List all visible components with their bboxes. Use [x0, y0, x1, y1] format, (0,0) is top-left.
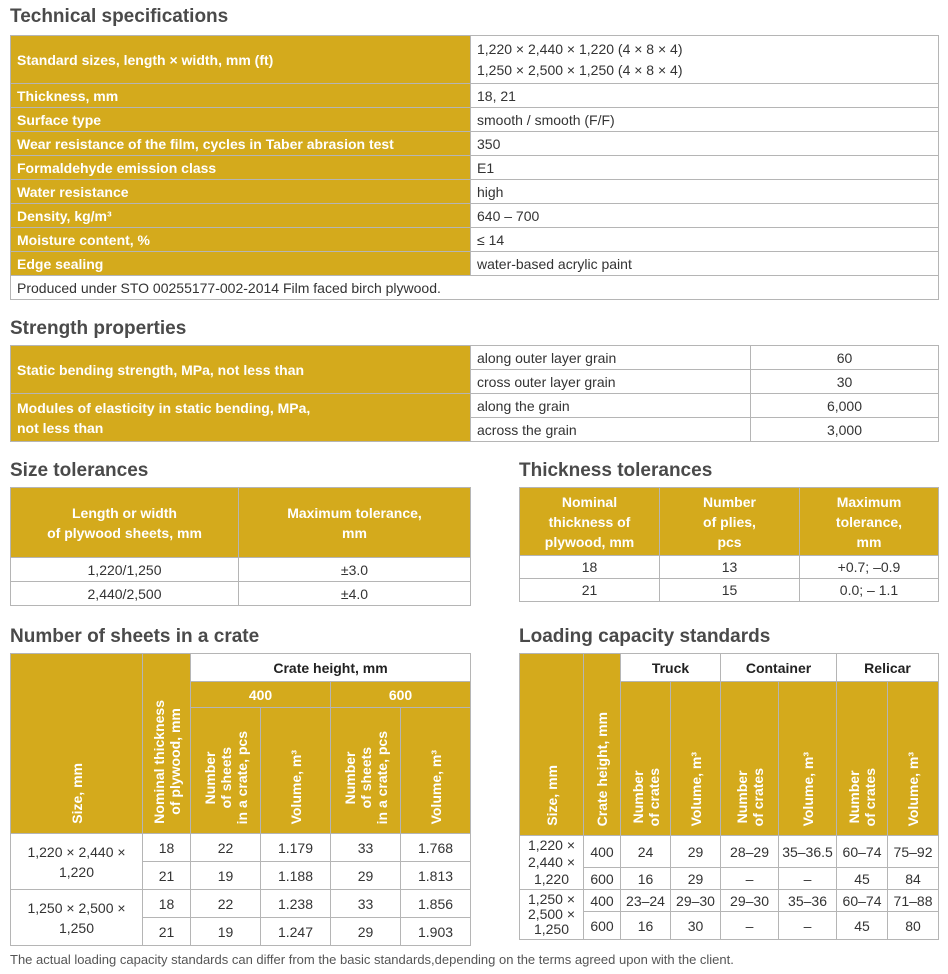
container-header: Container — [721, 654, 837, 682]
sheets-vol-header — [401, 708, 471, 834]
spec-label: Standard sizes, length × width, mm (ft) — [11, 36, 471, 84]
sheets-cell: 33 — [331, 834, 401, 862]
loading-cell: 400 — [584, 836, 621, 868]
spec-value: ≤ 14 — [471, 228, 939, 252]
loading-num-label: Number of crates — [846, 767, 879, 826]
spec-label: Moisture content, % — [11, 228, 471, 252]
loading-size-label: Size, mm — [543, 765, 560, 826]
sheets-cell: 1.188 — [261, 862, 331, 890]
loading-capacity-table — [519, 653, 939, 940]
strength-value: 6,000 — [751, 394, 939, 418]
loading-vol-header — [779, 682, 837, 836]
truck-header: Truck — [621, 654, 721, 682]
strength-sub: along outer layer grain — [471, 346, 751, 370]
heading-loading-capacity: Loading capacity standards — [519, 626, 771, 647]
sheets-cell: 1.247 — [261, 918, 331, 946]
loading-cell: 45 — [837, 868, 888, 890]
sheets-cell: 21 — [143, 918, 191, 946]
loading-size-header — [520, 654, 584, 836]
loading-vol-header — [888, 682, 939, 836]
spec-value: smooth / smooth (F/F) — [471, 108, 939, 132]
loading-cell: 600 — [584, 868, 621, 890]
strength-value: 3,000 — [751, 418, 939, 442]
loading-cell: 60–74 — [837, 836, 888, 868]
size-tol-cell: 1,220/1,250 — [11, 558, 239, 582]
loading-vol-label: Volume, m³ — [905, 751, 922, 826]
crate-height-600: 600 — [331, 682, 471, 708]
loading-cell: 35–36.5 — [779, 836, 837, 868]
sheets-cell: 29 — [331, 862, 401, 890]
sheets-num-header — [331, 708, 401, 834]
strength-label: Static bending strength, MPa, not less than — [11, 346, 471, 394]
heading-strength-properties: Strength properties — [10, 318, 187, 339]
spec-value: 350 — [471, 132, 939, 156]
spec-value: 18, 21 — [471, 84, 939, 108]
sheets-cell: 1.238 — [261, 890, 331, 918]
loading-cell: 28–29 — [721, 836, 779, 868]
sheets-cell: 18 — [143, 890, 191, 918]
size-tol-cell: 2,440/2,500 — [11, 582, 239, 606]
loading-cell: 16 — [621, 868, 671, 890]
sheets-num-header — [191, 708, 261, 834]
heading-technical-specifications: Technical specifications — [10, 6, 229, 27]
footnote: The actual loading capacity standards can differ from the basic standards,depending on the terms agreed upon with the client. — [10, 952, 734, 967]
loading-cell: 400 — [584, 890, 621, 912]
loading-cell: 75–92 — [888, 836, 939, 868]
loading-vol-label: Volume, m³ — [687, 751, 704, 826]
sheets-cell: 1.813 — [401, 862, 471, 890]
loading-num-header — [837, 682, 888, 836]
sheets-cell: 21 — [143, 862, 191, 890]
sheets-num-label: Number of sheets in a crate, pcs — [201, 730, 250, 824]
size-tol-cell: ±3.0 — [239, 558, 471, 582]
sheets-cell: 1.768 — [401, 834, 471, 862]
size-tol-cell: ±4.0 — [239, 582, 471, 606]
sheets-size-cell: 1,220 × 2,440 × 1,220 — [11, 834, 143, 890]
loading-cell: – — [779, 868, 837, 890]
spec-label: Wear resistance of the film, cycles in Taber abrasion test — [11, 132, 471, 156]
heading-thickness-tolerances: Thickness tolerances — [519, 460, 713, 481]
thickness-tolerances-table — [519, 487, 939, 602]
loading-cell: 29 — [671, 868, 721, 890]
loading-cell: 23–24 — [621, 890, 671, 912]
loading-cell: 29–30 — [721, 890, 779, 912]
loading-vol-header — [671, 682, 721, 836]
crate-height-header: Crate height, mm — [191, 654, 471, 682]
spec-footer: Produced under STO 00255177-002-2014 Film faced birch plywood. — [11, 276, 939, 300]
sheets-in-crate-table — [10, 653, 471, 946]
spec-label: Density, kg/m³ — [11, 204, 471, 228]
thick-tol-cell: 15 — [660, 579, 800, 602]
spec-value: water-based acrylic paint — [471, 252, 939, 276]
spec-label: Edge sealing — [11, 252, 471, 276]
sheets-cell: 22 — [191, 890, 261, 918]
loading-cell: 30 — [671, 912, 721, 940]
loading-cell: 600 — [584, 912, 621, 940]
loading-num-header — [721, 682, 779, 836]
sheets-cell: 18 — [143, 834, 191, 862]
loading-cell: 45 — [837, 912, 888, 940]
sheets-cell: 19 — [191, 918, 261, 946]
sheets-num-label: Number of sheets in a crate, pcs — [341, 730, 390, 824]
sheets-size-header — [11, 654, 143, 834]
crate-height-400: 400 — [191, 682, 331, 708]
loading-cell: – — [779, 912, 837, 940]
spec-label: Formaldehyde emission class — [11, 156, 471, 180]
strength-sub: cross outer layer grain — [471, 370, 751, 394]
strength-label: Modules of elasticity in static bending, MPa, not less than — [11, 394, 471, 442]
strength-sub: along the grain — [471, 394, 751, 418]
loading-cell: 84 — [888, 868, 939, 890]
loading-cell: – — [721, 912, 779, 940]
spec-value: 1,220 × 2,440 × 1,220 (4 × 8 × 4) 1,250 × 2,500 × 1,250 (4 × 8 × 4) — [471, 36, 939, 84]
size-tolerances-table — [10, 487, 471, 606]
technical-specifications-table — [10, 35, 939, 300]
sheets-vol-header — [261, 708, 331, 834]
sheets-cell: 33 — [331, 890, 401, 918]
loading-cell: 71–88 — [888, 890, 939, 912]
sheets-size-cell: 1,250 × 2,500 × 1,250 — [11, 890, 143, 946]
thick-tol-cell: 0.0; – 1.1 — [800, 579, 939, 602]
thick-tol-cell: 21 — [520, 579, 660, 602]
heading-number-of-sheets: Number of sheets in a crate — [10, 626, 260, 647]
sheets-size-label: Size, mm — [68, 763, 85, 824]
thick-tol-cell: +0.7; –0.9 — [800, 556, 939, 579]
loading-crate-label: Crate height, mm — [594, 711, 610, 826]
sheets-vol-label: Volume, m³ — [287, 749, 304, 824]
thick-tol-header: Maximum tolerance, mm — [800, 488, 939, 556]
loading-num-label: Number of crates — [733, 767, 766, 826]
loading-cell: – — [721, 868, 779, 890]
sheets-cell: 19 — [191, 862, 261, 890]
sheets-cell: 29 — [331, 918, 401, 946]
strength-sub: across the grain — [471, 418, 751, 442]
loading-num-header — [621, 682, 671, 836]
loading-num-label: Number of crates — [629, 767, 662, 826]
loading-cell: 80 — [888, 912, 939, 940]
spec-value: high — [471, 180, 939, 204]
size-tol-header: Maximum tolerance, mm — [239, 488, 471, 558]
sheets-cell: 1.903 — [401, 918, 471, 946]
loading-crate-header — [584, 654, 621, 836]
sheets-cell: 22 — [191, 834, 261, 862]
sheets-vol-label: Volume, m³ — [427, 749, 444, 824]
spec-label: Surface type — [11, 108, 471, 132]
strength-value: 30 — [751, 370, 939, 394]
thick-tol-cell: 13 — [660, 556, 800, 579]
spec-label: Thickness, mm — [11, 84, 471, 108]
sheets-cell: 1.179 — [261, 834, 331, 862]
strength-properties-table — [10, 345, 939, 442]
loading-vol-label: Volume, m³ — [799, 751, 816, 826]
thick-tol-header: Nominal thickness of plywood, mm — [520, 488, 660, 556]
sheets-nominal-label: Nominal thickness of plywood, mm — [150, 700, 183, 824]
strength-value: 60 — [751, 346, 939, 370]
thick-tol-cell: 18 — [520, 556, 660, 579]
spec-value: E1 — [471, 156, 939, 180]
heading-size-tolerances: Size tolerances — [10, 460, 149, 481]
loading-cell: 24 — [621, 836, 671, 868]
loading-cell: 29–30 — [671, 890, 721, 912]
loading-cell: 35–36 — [779, 890, 837, 912]
sheets-cell: 1.856 — [401, 890, 471, 918]
loading-cell: 60–74 — [837, 890, 888, 912]
thick-tol-header: Number of plies, pcs — [660, 488, 800, 556]
loading-cell: 16 — [621, 912, 671, 940]
loading-size-cell: 1,250 × 2,500 × 1,250 — [520, 890, 584, 940]
loading-cell: 29 — [671, 836, 721, 868]
size-tol-header: Length or width of plywood sheets, mm — [11, 488, 239, 558]
loading-size-cell: 1,220 × 2,440 × 1,220 — [520, 836, 584, 890]
spec-value: 640 – 700 — [471, 204, 939, 228]
spec-label: Water resistance — [11, 180, 471, 204]
relicar-header: Relicar — [837, 654, 939, 682]
sheets-nominal-header — [143, 654, 191, 834]
